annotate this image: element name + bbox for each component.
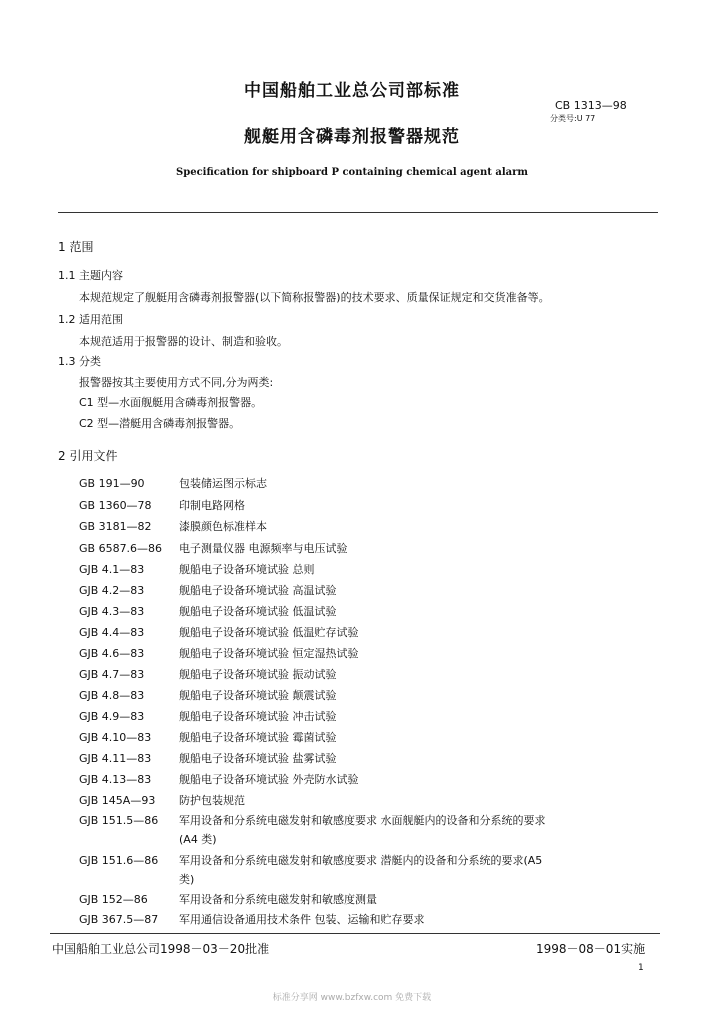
- reference-code: GJB 4.3—83: [79, 605, 145, 618]
- reference-title: 舰船电子设备环境试验 霉菌试验: [179, 731, 337, 744]
- reference-item: [79, 771, 359, 787]
- watermark: 标准分享网 www.bzfxw.com 免费下载: [272, 993, 432, 1003]
- reference-code: GJB 4.1—83: [79, 563, 145, 576]
- reference-code: GB 1360—78: [79, 499, 152, 512]
- section-2-heading: 2 引用文件: [58, 449, 118, 463]
- reference-item: [79, 624, 359, 640]
- reference-code: GJB 151.5—86: [79, 814, 159, 827]
- reference-title: 舰船电子设备环境试验 盐雾试验: [179, 752, 337, 765]
- section-1-1-text: 本规范规定了舰艇用含磷毒剂报警器(以下简称报警器)的技术要求、质量保证规定和交货准备等。: [79, 291, 550, 304]
- reference-item: [79, 475, 267, 491]
- reference-title-continuation: 类): [179, 873, 195, 886]
- reference-item: [79, 518, 267, 534]
- reference-code: GB 3181—82: [79, 520, 152, 533]
- reference-item: [79, 561, 315, 577]
- reference-item: [79, 687, 337, 703]
- effective-date: 1998－08－01实施: [536, 942, 646, 956]
- reference-item: [79, 891, 377, 907]
- reference-title: 漆膜颜色标准样本: [179, 520, 267, 533]
- reference-title: 舰船电子设备环境试验 低温贮存试验: [179, 626, 359, 639]
- reference-title: 舰船电子设备环境试验 总则: [179, 563, 315, 576]
- reference-item: [79, 729, 337, 745]
- reference-code: GJB 4.8—83: [79, 689, 145, 702]
- reference-title: 舰船电子设备环境试验 颠震试验: [179, 689, 337, 702]
- document-title: 舰艇用含磷毒剂报警器规范: [244, 127, 460, 147]
- reference-code: GJB 4.11—83: [79, 752, 152, 765]
- reference-item: [79, 708, 337, 724]
- reference-item: [79, 852, 542, 868]
- reference-code: GJB 4.9—83: [79, 710, 145, 723]
- reference-code: GJB 4.13—83: [79, 773, 152, 786]
- section-1-heading: 1 范围: [58, 240, 94, 254]
- classification-number: 分类号:U 77: [550, 114, 596, 123]
- class-c1-text: C1 型—水面舰艇用含磷毒剂报警器。: [79, 396, 263, 409]
- reference-item: [79, 645, 359, 661]
- reference-code: GB 6587.6—86: [79, 542, 163, 555]
- reference-item: [79, 911, 425, 927]
- reference-title-continuation: (A4 类): [179, 833, 217, 846]
- reference-code: GJB 4.7—83: [79, 668, 145, 681]
- section-1-3-text: 报警器按其主要使用方式不同,分为两类:: [79, 376, 274, 389]
- reference-title: 舰船电子设备环境试验 冲击试验: [179, 710, 337, 723]
- section-1-2-text: 本规范适用于报警器的设计、制造和验收。: [79, 335, 288, 348]
- class-c2-text: C2 型—潜艇用含磷毒剂报警器。: [79, 417, 241, 430]
- footer-divider: [50, 933, 660, 934]
- reference-title: 印制电路网格: [179, 499, 245, 512]
- reference-item: [79, 666, 337, 682]
- reference-code: GB 191—90: [79, 477, 145, 490]
- reference-title: 防护包装规范: [179, 794, 245, 807]
- reference-item: [79, 750, 337, 766]
- reference-item: [79, 792, 245, 808]
- reference-code: GJB 145A—93: [79, 794, 156, 807]
- reference-item: [79, 582, 337, 598]
- section-1-3-heading: 1.3 分类: [58, 355, 101, 368]
- reference-item: [79, 540, 348, 556]
- reference-code: GJB 151.6—86: [79, 854, 159, 867]
- header-divider: [58, 212, 658, 213]
- reference-title: 舰船电子设备环境试验 外壳防水试验: [179, 773, 359, 786]
- reference-code: GJB 4.6—83: [79, 647, 145, 660]
- reference-title: 军用设备和分系统电磁发射和敏感度要求 水面舰艇内的设备和分系统的要求: [179, 814, 546, 827]
- reference-item: [79, 497, 245, 513]
- reference-title: 军用设备和分系统电磁发射和敏感度要求 潜艇内的设备和分系统的要求(A5: [179, 854, 543, 867]
- approval-date: 中国船舶工业总公司1998－03－20批准: [52, 942, 270, 956]
- reference-code: GJB 367.5—87: [79, 913, 159, 926]
- reference-code: GJB 4.10—83: [79, 731, 152, 744]
- standard-number: CB 1313—98: [555, 99, 627, 112]
- reference-code: GJB 152—86: [79, 893, 148, 906]
- reference-title: 舰船电子设备环境试验 恒定湿热试验: [179, 647, 359, 660]
- section-1-1-heading: 1.1 主题内容: [58, 269, 123, 282]
- reference-code: GJB 4.4—83: [79, 626, 145, 639]
- reference-title: 舰船电子设备环境试验 低温试验: [179, 605, 337, 618]
- reference-item: [79, 812, 546, 828]
- reference-title: 舰船电子设备环境试验 振动试验: [179, 668, 337, 681]
- reference-title: 军用通信设备通用技术条件 包装、运输和贮存要求: [179, 913, 425, 926]
- reference-title: 军用设备和分系统电磁发射和敏感度测量: [179, 893, 377, 906]
- reference-title: 电子测量仪器 电源频率与电压试验: [179, 542, 348, 555]
- organization-heading: 中国船舶工业总公司部标准: [244, 81, 460, 101]
- section-1-2-heading: 1.2 适用范围: [58, 313, 123, 326]
- reference-item: [79, 603, 337, 619]
- reference-title: 包装储运图示标志: [179, 477, 267, 490]
- reference-code: GJB 4.2—83: [79, 584, 145, 597]
- page-mark: 1: [638, 963, 644, 973]
- english-title: Specification for shipboard P containing chemical agent alarm: [176, 167, 528, 178]
- reference-title: 舰船电子设备环境试验 高温试验: [179, 584, 337, 597]
